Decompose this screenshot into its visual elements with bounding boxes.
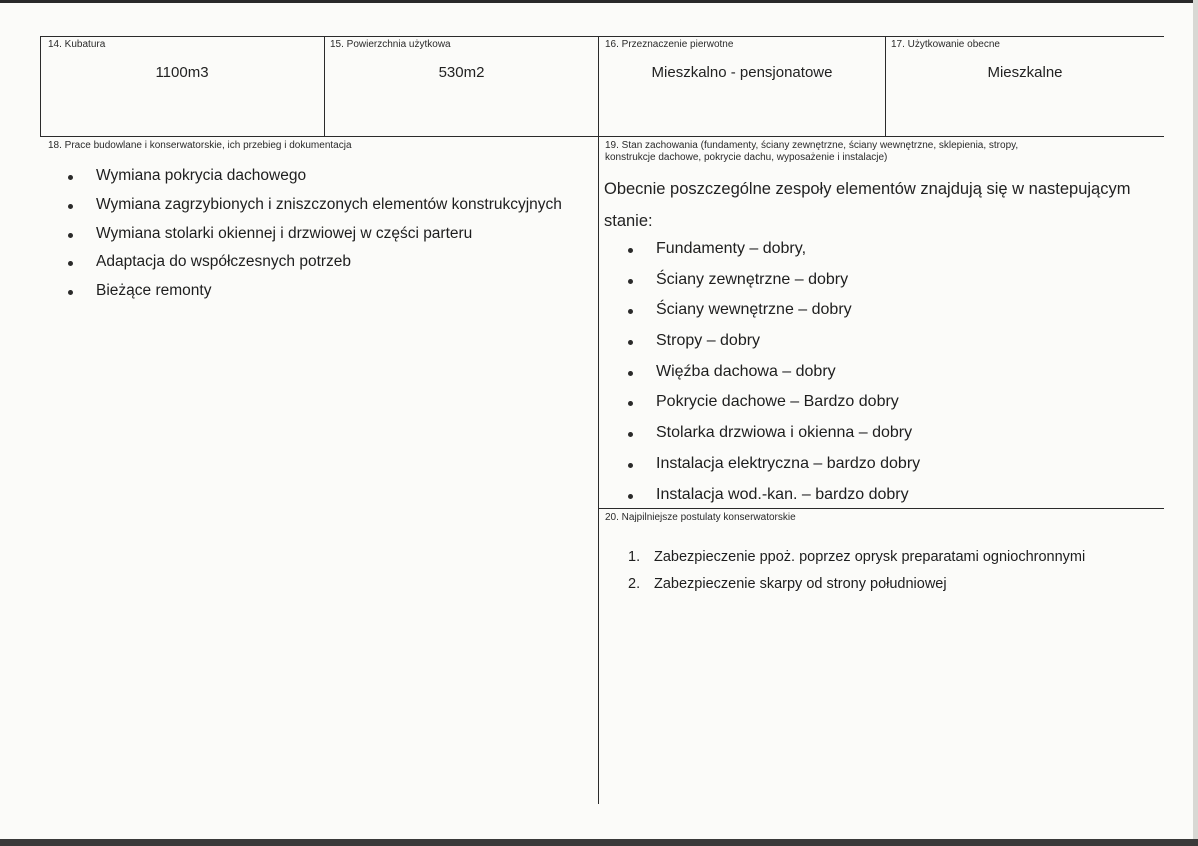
- row-divider: [40, 136, 1164, 137]
- top-border: [40, 36, 1164, 37]
- item-number: 2.: [628, 576, 641, 592]
- list-item: Adaptacja do współczesnych potrzeb: [64, 250, 562, 279]
- field-label: 16. Przeznaczenie pierwotne: [605, 39, 734, 50]
- field-label-continued: konstrukcje dachowe, pokrycie dachu, wyposażenie i instalacje): [605, 152, 888, 163]
- list-item: Ściany wewnętrzne – dobry: [624, 297, 920, 328]
- list-item: Więźba dachowa – dobry: [624, 359, 920, 390]
- list-item: Wymiana stolarki okiennej i drzwiowej w części parteru: [64, 222, 562, 251]
- item-text: Zabezpieczenie skarpy od strony południowej: [654, 576, 947, 592]
- list-item: Wymiana zagrzybionych i zniszczonych elementów konstrukcyjnych: [64, 193, 562, 222]
- field-value: Mieszkalne: [987, 64, 1063, 81]
- list-item: Stropy – dobry: [624, 328, 920, 359]
- list-item: Pokrycie dachowe – Bardzo dobry: [624, 389, 920, 420]
- field-label: 15. Powierzchnia użytkowa: [330, 39, 451, 50]
- list-item: Bieżące remonty: [64, 279, 562, 308]
- scan-right-edge: [1193, 0, 1198, 846]
- field-label: 17. Użytkowanie obecne: [891, 39, 1000, 50]
- center-divider: [598, 36, 599, 804]
- item-text: Zabezpieczenie ppoż. poprzez oprysk preparatami ogniochronnymi: [654, 549, 1086, 565]
- field-value: 530m2: [438, 64, 485, 81]
- field-label: 19. Stan zachowania (fundamenty, ściany zewnętrzne, ściany wewnętrzne, sklepienia, stropy,: [605, 140, 1019, 151]
- list-item: [628, 572, 1085, 599]
- field-label: 20. Najpilniejsze postulaty konserwatorskie: [605, 512, 796, 523]
- list-item: Fundamenty – dobry,: [624, 236, 920, 267]
- condition-list: [624, 236, 920, 512]
- item-number: 1.: [628, 549, 641, 565]
- field-label: 14. Kubatura: [48, 39, 106, 50]
- list-item: Instalacja wod.-kan. – bardzo dobry: [624, 482, 920, 513]
- condition-intro: Obecnie poszczególne zespoły elementów znajdują się w nastepującym stanie:: [604, 180, 1131, 230]
- field-label: 18. Prace budowlane i konserwatorskie, ich przebieg i dokumentacja: [48, 140, 352, 151]
- postulates-list: [628, 545, 1085, 599]
- left-border: [40, 36, 41, 137]
- list-item: Stolarka drzwiowa i okienna – dobry: [624, 420, 920, 451]
- scan-bottom-edge: [0, 839, 1198, 846]
- column-divider: [324, 36, 325, 137]
- list-item: Instalacja elektryczna – bardzo dobry: [624, 451, 920, 482]
- list-item: [628, 545, 1085, 572]
- list-item: Ściany zewnętrzne – dobry: [624, 267, 920, 298]
- field-value: Mieszkalno - pensjonatowe: [651, 64, 833, 81]
- list-item: Wymiana pokrycia dachowego: [64, 164, 562, 193]
- field-value: 1100m3: [155, 64, 209, 81]
- column-divider: [885, 36, 886, 137]
- works-list: [64, 164, 562, 308]
- scan-top-edge: [0, 0, 1198, 3]
